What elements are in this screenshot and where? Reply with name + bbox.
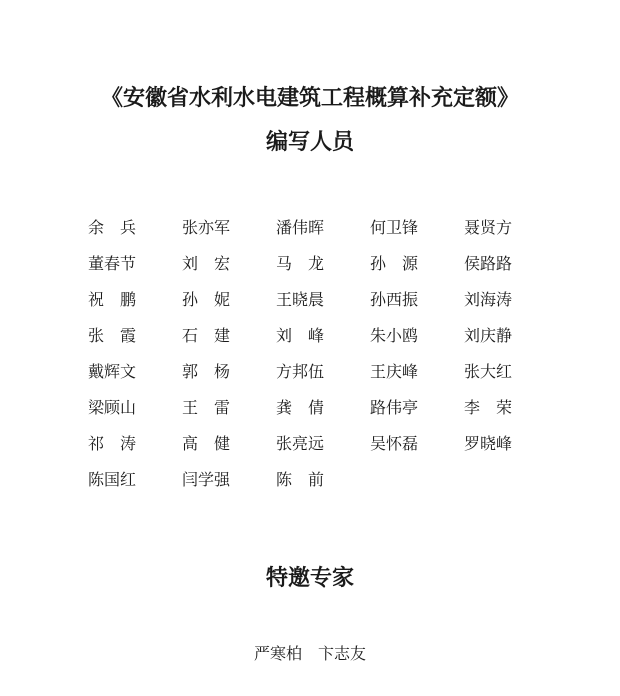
author-name: 高 健 (182, 434, 231, 453)
author-name: 孙 源 (370, 254, 419, 273)
author-name: 张 霞 (88, 326, 137, 345)
author-name: 王晓晨 (276, 290, 325, 309)
author-name: 方邦伍 (276, 362, 325, 381)
author-name: 聂贤方 (464, 218, 513, 237)
author-row (88, 462, 558, 498)
author-name: 刘 峰 (276, 326, 325, 345)
author-name: 孙西振 (370, 290, 419, 309)
document-title: 《安徽省水利水电建筑工程概算补充定额》 (100, 85, 519, 111)
author-name: 王庆峰 (370, 362, 419, 381)
author-row (88, 354, 558, 390)
author-name: 闫学强 (182, 470, 231, 489)
author-name: 祝 鹏 (88, 290, 137, 309)
author-name: 梁顾山 (88, 398, 137, 417)
author-name: 何卫锋 (370, 218, 419, 237)
section-heading-authors: 编写人员 (265, 129, 354, 155)
author-name: 王 雷 (182, 398, 231, 417)
author-row (88, 426, 558, 462)
author-name: 李 荣 (464, 398, 513, 417)
author-name: 祁 涛 (88, 434, 137, 453)
author-name: 马 龙 (276, 254, 325, 273)
author-name: 刘庆静 (464, 326, 513, 345)
author-name: 陈 前 (276, 470, 325, 489)
authors-name-grid (88, 210, 558, 498)
author-name: 张大红 (464, 362, 513, 381)
section-heading-experts: 特邀专家 (265, 565, 354, 591)
author-name: 侯路路 (464, 254, 513, 273)
author-name: 陈国红 (88, 470, 137, 489)
author-name: 刘 宏 (182, 254, 231, 273)
author-name: 朱小鸥 (370, 326, 419, 345)
author-row (88, 210, 558, 246)
author-name: 路伟亭 (370, 398, 419, 417)
author-name: 董春节 (88, 254, 137, 273)
author-name: 孙 妮 (182, 290, 231, 309)
author-row (88, 390, 558, 426)
author-name: 吴怀磊 (370, 434, 419, 453)
experts-names: 严寒柏 卞志友 (253, 644, 366, 663)
author-row (88, 282, 558, 318)
author-name: 龚 倩 (276, 398, 325, 417)
author-name: 刘海涛 (464, 290, 513, 309)
author-name: 张亮远 (276, 434, 325, 453)
author-row (88, 318, 558, 354)
author-row (88, 246, 558, 282)
author-name: 郭 杨 (182, 362, 231, 381)
author-name: 张亦军 (182, 218, 231, 237)
author-name: 石 建 (182, 326, 231, 345)
author-name: 戴辉文 (88, 362, 137, 381)
author-name: 潘伟晖 (276, 218, 325, 237)
author-name: 余 兵 (88, 218, 137, 237)
author-name: 罗晓峰 (464, 434, 513, 453)
